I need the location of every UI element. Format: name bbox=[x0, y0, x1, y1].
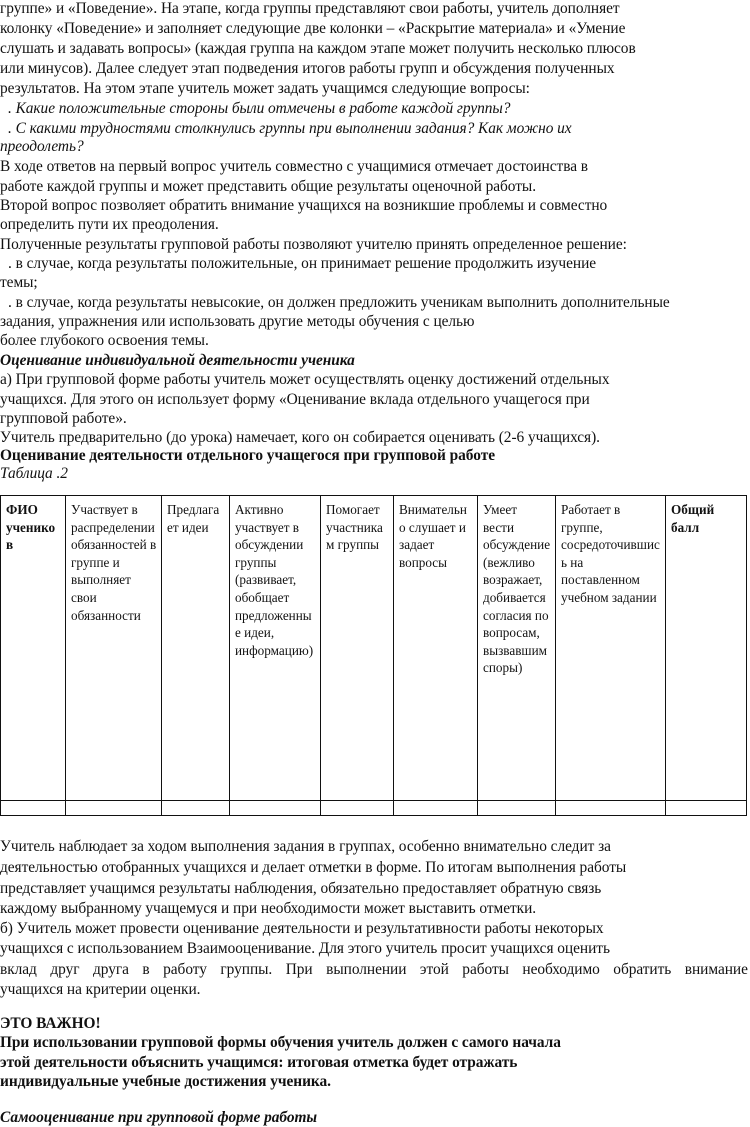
word: внимание bbox=[684, 961, 748, 978]
word: необходимо bbox=[522, 961, 600, 978]
assessment-table bbox=[0, 495, 747, 816]
table-caption: Таблица .2 bbox=[0, 465, 68, 482]
important-line: индивидуальные учебные достижения ученика. bbox=[0, 1073, 331, 1090]
header-cell: Активно участвует в обсуждении группы (развивает, обобщает предложенные идеи, информацию) bbox=[230, 496, 321, 801]
question-1: . Какие положительные стороны были отмечены в работе каждой группы? bbox=[8, 100, 511, 117]
text-line: Учитель предварительно (до урока) намечает, кого он собирается оценивать (2-6 учащихся). bbox=[0, 429, 600, 446]
text-line: колонку «Поведение» и заполняет следующие две колонки – «Раскрытие материала» и «Умение bbox=[0, 20, 626, 37]
question-2: . С какими трудностями столкнулись группы при выполнении задания? Как можно их bbox=[8, 120, 572, 137]
table-cell bbox=[478, 801, 556, 816]
word: друг bbox=[50, 961, 80, 978]
header-cell: Внимательно слушает и задает вопросы bbox=[394, 496, 478, 801]
word: При bbox=[285, 961, 313, 978]
text-line: Полученные результаты групповой работы позволяют учителю принять определенное решение: bbox=[0, 236, 627, 253]
header-cell: Помогает участникам группы bbox=[321, 496, 394, 801]
text-line: задания, упражнения или использовать другие методы обучения с целью bbox=[0, 313, 475, 330]
table-cell bbox=[394, 801, 478, 816]
table-cell bbox=[321, 801, 394, 816]
header-cell: Работает в группе, сосредоточившись на поставленном учебном задании bbox=[556, 496, 666, 801]
question-2-continued: преодолеть? bbox=[0, 138, 84, 155]
text-line: слушать и задавать вопросы» (каждая группа на каждом этапе может получить несколько плюсов bbox=[0, 40, 636, 57]
text-line: Учитель наблюдает за ходом выполнения задания в группах, особенно внимательно следит за bbox=[0, 838, 611, 855]
important-text: При использовании групповой формы обучения учитель должен с самого начала bbox=[0, 1034, 561, 1051]
justified-words bbox=[0, 961, 748, 979]
text-line: каждому выбранному учащемуся и при необходимости может выставить отметки. bbox=[0, 900, 537, 917]
table-row bbox=[1, 801, 747, 816]
list-item: . в случае, когда результаты положительные, он принимает решение продолжить изучение bbox=[8, 255, 597, 272]
word: обратить bbox=[613, 961, 672, 978]
text-line: а) При групповой форме работы учитель может осуществлять оценку достижений отдельных bbox=[0, 371, 610, 388]
header-cell: Предлагает идеи bbox=[162, 496, 230, 801]
header-cell: Общий балл bbox=[666, 496, 747, 801]
table-cell bbox=[66, 801, 162, 816]
table-cell bbox=[1, 801, 66, 816]
list-item-continued: темы; bbox=[0, 274, 38, 291]
word: этой bbox=[419, 961, 449, 978]
text-line: учащихся на критерии оценки. bbox=[0, 981, 201, 998]
text-line: представляет учащимся результаты наблюдения, обязательно предоставляет обратную связь bbox=[0, 880, 602, 897]
header-cell: Участвует в распределении обязанностей в группе и выполняет свои обязанности bbox=[66, 496, 162, 801]
text-line: б) Учитель может провести оценивание деятельности и результативности работы некоторых bbox=[0, 920, 604, 937]
final-heading: Самооценивание при групповой форме работы bbox=[0, 1109, 318, 1126]
justified-line bbox=[0, 961, 748, 979]
important-line: этой деятельности объяснить учащимся: итоговая отметка будет отражать bbox=[0, 1054, 518, 1071]
text-line: работе каждой группы и может представить общие результаты оценочной работы. bbox=[0, 178, 536, 195]
table-cell bbox=[230, 801, 321, 816]
text-line: Второй вопрос позволяет обратить внимание учащихся на возникшие проблемы и совместно bbox=[0, 197, 608, 214]
header-cell: Умеет вести обсуждение (вежливо возражает, добивается согласия по вопросам, вызвавшим споры) bbox=[478, 496, 556, 801]
text-line: деятельностью отобранных учащихся и делает отметки в форме. По итогам выполнения работы bbox=[0, 859, 627, 876]
text-line: или минусов). Далее следует этап подведения итогов работы групп и обсуждения полученных bbox=[0, 60, 615, 77]
word: друга bbox=[92, 961, 129, 978]
word: выполнении bbox=[326, 961, 407, 978]
section-heading: Оценивание индивидуальной деятельности ученика bbox=[0, 352, 355, 369]
text-line: групповой работе». bbox=[0, 410, 127, 427]
text-line: результатов. На этом этапе учитель может задать учащимся следующие вопросы: bbox=[0, 80, 530, 97]
table-cell bbox=[162, 801, 230, 816]
header-cell: ФИО учеников bbox=[1, 496, 66, 801]
word: работы bbox=[462, 961, 509, 978]
word: группы. bbox=[220, 961, 273, 978]
table-cell bbox=[556, 801, 666, 816]
list-item: . в случае, когда результаты невысокие, он должен предложить ученикам выполнить дополнительные bbox=[8, 294, 670, 311]
text-line: более глубокого освоения темы. bbox=[0, 332, 209, 349]
table-header-row bbox=[1, 496, 747, 801]
text-line: группе» и «Поведение». На этапе, когда группы представляют свои работы, учитель дополняет bbox=[0, 0, 620, 17]
table-cell bbox=[666, 801, 747, 816]
text-line: учащихся. Для этого он использует форму «Оценивание вклада отдельного учащегося при bbox=[0, 391, 590, 408]
important-title: ЭТО ВАЖНО! bbox=[0, 1015, 101, 1032]
text-line: В ходе ответов на первый вопрос учитель совместно с учащимися отмечает достоинства в bbox=[0, 158, 589, 175]
table-title: Оценивание деятельности отдельного учащегося при групповой работе bbox=[0, 447, 495, 464]
word: в bbox=[142, 961, 150, 978]
text-line: учащихся с использованием Взаимооценивание. Для этого учитель просит учащихся оценить bbox=[0, 940, 610, 957]
word: вклад bbox=[0, 961, 37, 978]
text-line: определить пути их преодоления. bbox=[0, 216, 219, 233]
important-line bbox=[0, 1034, 561, 1052]
word: работу bbox=[163, 961, 207, 978]
